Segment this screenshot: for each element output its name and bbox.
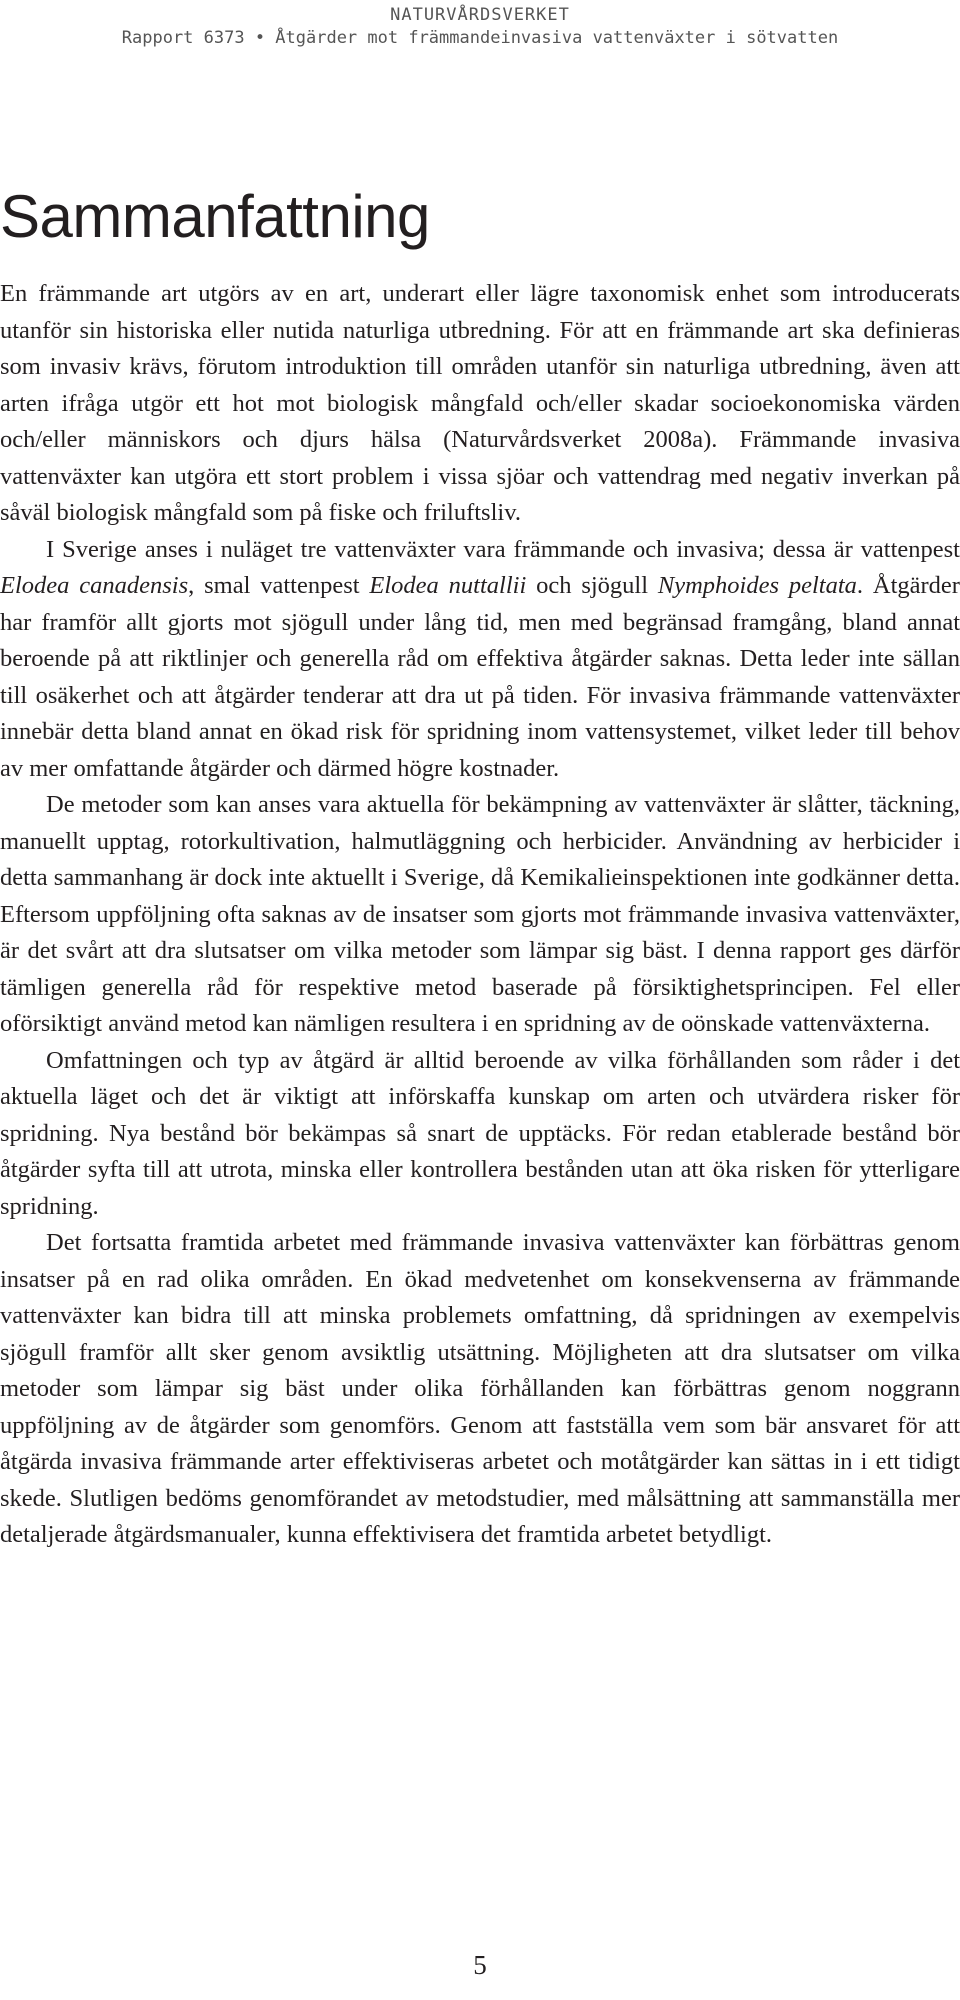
text-run: I Sverige anses i nuläget tre vattenväxter vara främmande och invasiva; dessa är vattenpest	[46, 535, 960, 563]
paragraph-future-work	[0, 1225, 960, 1554]
paragraph-measures-scope	[0, 1043, 960, 1226]
paragraph-control-methods	[0, 787, 960, 1043]
summary-body	[0, 276, 960, 1554]
text-run: . Åtgärder har framför allt gjorts mot sjögull under lång tid, men med begränsad framgång, bland annat beroende på att riktlinjer och generella råd om effektiva åtgärder saknas. Detta leder inte sällan till osäkerhet och att åtgärder tenderar att dra ut på tiden. För invasiva främmande vattenväxter innebär detta bland annat en ökad risk för spridning inom vattensystemet, vilket leder till behov av mer omfattande åtgärder och därmed högre kostnader.	[0, 572, 960, 782]
paragraph-invasive-species-sweden	[0, 532, 960, 788]
text-run: , smal vattenpest	[188, 572, 370, 599]
species-name: Elodea canadensis	[0, 572, 189, 599]
species-name: Nymphoides peltata	[657, 572, 857, 599]
paragraph-definition	[0, 276, 960, 532]
text-run: och sjögull	[526, 572, 658, 599]
header-organization: NATURVÅRDSVERKET	[390, 5, 570, 25]
header-report-title: Rapport 6373 • Åtgärder mot främmandeinvasiva vattenväxter i sötvatten	[121, 28, 839, 48]
species-name: Elodea nuttallii	[369, 572, 527, 599]
page-number: 5	[473, 1950, 487, 1980]
running-header	[0, 4, 960, 50]
text-run: Det fortsatta framtida arbetet med främmande invasiva vattenväxter kan förbättras genom insatser på en rad olika områden. En ökad medvetenhet om konsekvenserna av främmande vattenväxter kan bidra till att minska problemets omfattning, då spridningen av exempelvis sjögull framför allt sker genom avsiktlig utsättning. Möjligheten att dra slutsatser om vilka metoder som lämpar sig bäst under olika förhållanden kan förbättras genom noggrann uppföljning av de åtgärder som genomförs. Genom att fastställa vem som bär ansvaret för att åtgärda invasiva främmande arter effektiviseras arbetet och motåtgärder kan sättas in i ett tidigt skede. Slutligen bedöms genomförandet av metodstudier, med målsättning att sammanställa mer detaljerade åtgärdsmanualer, kunna effektivisera det framtida arbetet betydligt.	[0, 1229, 960, 1548]
text-run: De metoder som kan anses vara aktuella för bekämpning av vattenväxter är slåtter, täckning, manuellt upptag, rotorkultivation, halmutläggning och herbicider. Användning av herbicider i detta sammanhang är dock inte aktuellt i Sverige, då Kemikalieinspektionen inte godkänner detta. Eftersom uppföljning ofta saknas av de insatser som gjorts mot främmande invasiva vattenväxter, är det svårt att dra slutsatser om vilka metoder som lämpar sig bäst. I denna rapport ges därför tämligen generella råd för respektive metod baserade på försiktighetsprincipen. Fel eller oförsiktigt använd metod kan nämligen resultera i en spridning av de oönskade vattenväxterna.	[0, 791, 960, 1037]
text-run: Omfattningen och typ av åtgärd är alltid beroende av vilka förhållanden som råder i det aktuella läget och det är viktigt att införskaffa kunskap om arten och utvärdera risker för spridning. Nya bestånd bör bekämpas så snart de upptäcks. För redan etablerade bestånd bör åtgärder syfta till att utrota, minska eller kontrollera bestånden utan att öka risken för ytterligare spridning.	[0, 1046, 960, 1220]
page-title: Sammanfattning	[0, 183, 430, 250]
text-run: En främmande art utgörs av en art, underart eller lägre taxonomisk enhet som introducerats utanför sin historiska eller nutida naturliga utbredning. För att en främmande art ska definieras som invasiv krävs, förutom introduktion till områden utanför sin naturliga utbredning, även att arten ifråga utgör ett hot mot biologisk mångfald och/eller skadar socioekonomiska värden och/eller människors och djurs hälsa (Naturvårdsverket 2008a). Främmande invasiva vattenväxter kan utgöra ett stort problem i vissa sjöar och vattendrag med negativ inverkan på såväl biologisk mångfald som på fiske och friluftsliv.	[0, 280, 960, 526]
